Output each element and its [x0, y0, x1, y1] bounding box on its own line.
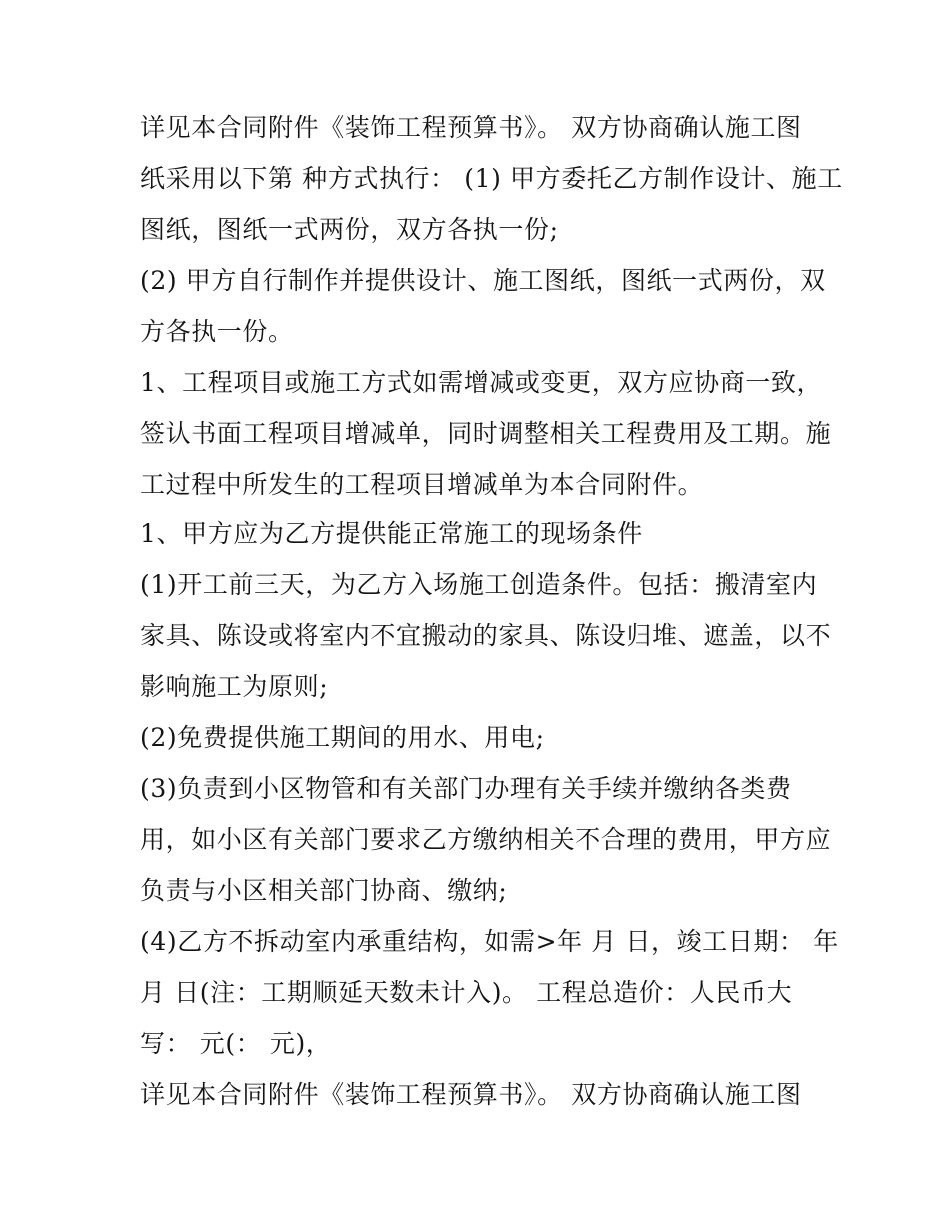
- text-line-15: 用，如小区有关部门要求乙方缴纳相关不合理的费用，甲方应: [140, 825, 832, 854]
- text-line-10: (1)开工前三天，为乙方入场施工创造条件。包括：搬清室内: [140, 570, 818, 599]
- text-line-5: 方各执一份。: [140, 317, 294, 346]
- text-line-4: (2) 甲方自行制作并提供设计、施工图纸，图纸一式两份，双: [140, 266, 826, 295]
- text-line-12: 影响施工为原则;: [140, 672, 329, 701]
- text-line-7: 签认书面工程项目增减单，同时调整相关工程费用及工期。施: [140, 419, 832, 448]
- text-line-17: (4)乙方不拆动室内承重结构，如需>年 月 日，竣工日期： 年: [140, 927, 839, 956]
- text-line-1: 详见本合同附件《装饰工程预算书》。 双方协商确认施工图: [140, 113, 802, 142]
- text-line-18: 月 日(注：工期顺延天数未计入)。 工程总造价：人民币大: [140, 978, 793, 1007]
- text-line-9: 1、甲方应为乙方提供能正常施工的现场条件: [140, 519, 643, 548]
- text-line-6: 1、工程项目或施工方式如需增减或变更，双方应协商一致，: [140, 368, 823, 397]
- text-line-11: 家具、陈设或将室内不宜搬动的家具、陈设归堆、遮盖，以不: [140, 621, 832, 650]
- text-line-16: 负责与小区相关部门协商、缴纳;: [140, 876, 508, 905]
- text-line-13: (2)免费提供施工期间的用水、用电;: [140, 723, 545, 752]
- text-line-20: 详见本合同附件《装饰工程预算书》。 双方协商确认施工图: [140, 1080, 802, 1109]
- text-line-8: 工过程中所发生的工程项目增减单为本合同附件。: [140, 470, 704, 499]
- text-line-3: 图纸，图纸一式两份，双方各执一份;: [140, 215, 559, 244]
- text-line-14: (3)负责到小区物管和有关部门办理有关手续并缴纳各类费: [140, 774, 792, 803]
- text-line-2: 纸采用以下第 种方式执行： (1) 甲方委托乙方制作设计、施工: [140, 164, 843, 193]
- text-line-19: 写： 元(： 元)，: [140, 1029, 332, 1058]
